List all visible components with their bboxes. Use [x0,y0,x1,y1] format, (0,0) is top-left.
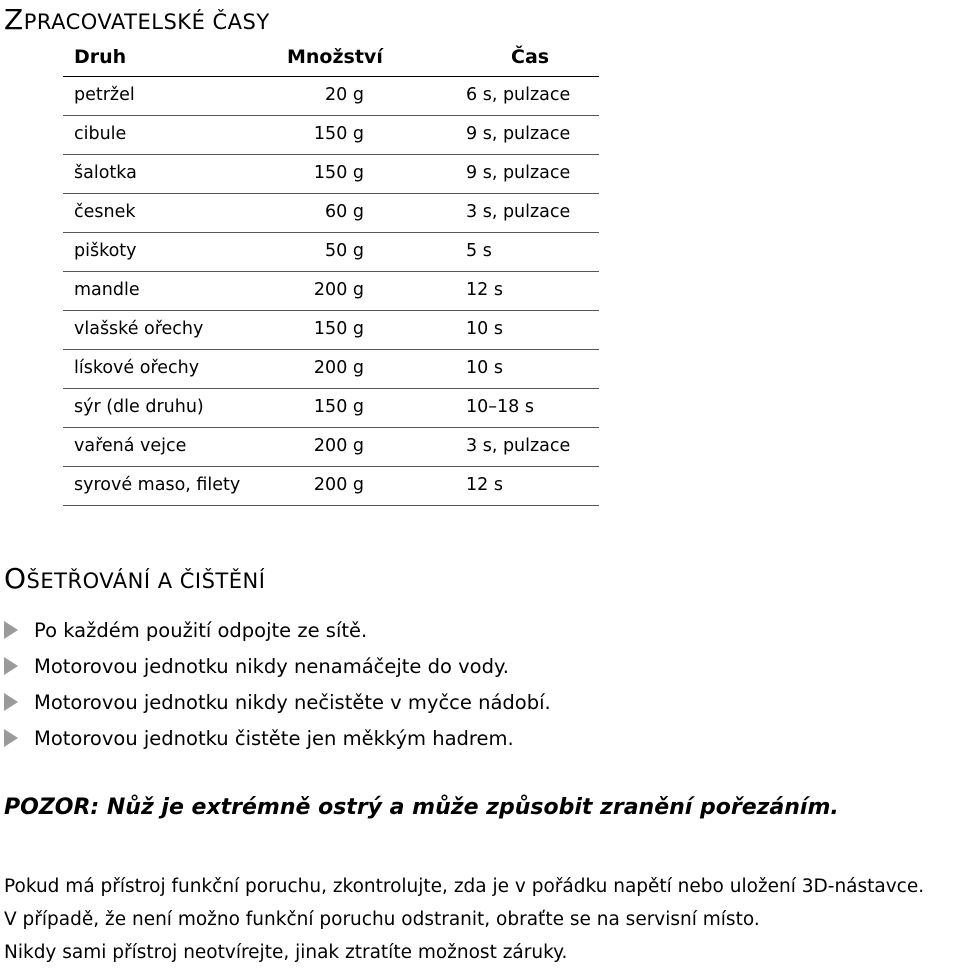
table-header [63,40,599,77]
cell-druh: mandle [74,280,140,300]
cell-mnozstvi: 150 g [313,397,364,417]
care-instructions-list [4,612,551,756]
cell-druh: cibule [74,124,127,144]
warning-text: POZOR: Nůž je extrémně ostrý a může způsobit zranění pořezáním. [4,795,839,820]
troubleshooting-paragraph [4,870,924,969]
cell-druh: lískové ořechy [74,358,200,378]
list-item-text: Motorovou jednotku nikdy nečistěte v myčce nádobí. [34,690,551,714]
table-row [63,467,599,506]
processing-times-heading: ZPRACOVATELSKÉ ČASY [4,3,270,36]
cell-mnozstvi: 20 g [325,85,364,105]
cell-druh: vařená vejce [74,436,187,456]
list-item-text: Po každém použití odpojte ze sítě. [34,618,368,642]
cell-cas: 12 s [466,280,503,300]
cell-mnozstvi: 60 g [325,202,364,222]
table-row [63,428,599,467]
cell-druh: sýr (dle druhu) [74,397,204,417]
paragraph-line: Pokud má přístroj funkční poruchu, zkontrolujte, zda je v pořádku napětí nebo uložení 3D-nástavce. [4,876,925,897]
cell-cas: 9 s, pulzace [466,124,571,144]
cell-druh: syrové maso, filety [74,475,241,495]
cell-mnozstvi: 150 g [313,163,364,183]
table-row [63,155,599,194]
table-row [63,233,599,272]
cell-mnozstvi: 150 g [313,124,364,144]
list-item [4,684,551,720]
list-item [4,648,551,684]
cell-cas: 3 s, pulzace [466,202,571,222]
cell-cas: 12 s [466,475,503,495]
triangle-right-icon [4,621,18,639]
table-row [63,389,599,428]
triangle-right-icon [4,693,18,711]
processing-times-table [63,40,599,506]
table-row [63,116,599,155]
care-cleaning-heading: OŠETŘOVÁNÍ A ČIŠTĚNÍ [4,562,266,595]
cell-cas: 10 s [466,358,503,378]
cell-cas: 10 s [466,319,503,339]
table-row [63,311,599,350]
cell-mnozstvi: 150 g [313,319,364,339]
column-header-cas: Čas [511,46,550,68]
column-header-mnozstvi: Množství [287,46,383,68]
cell-druh: česnek [74,202,136,222]
cell-cas: 10–18 s [466,397,534,417]
list-item-text: Motorovou jednotku nikdy nenamáčejte do vody. [34,654,509,678]
paragraph-line: Nikdy sami přístroj neotvírejte, jinak ztratíte možnost záruky. [4,942,568,963]
cell-druh: šalotka [74,163,137,183]
table-row [63,350,599,389]
cell-mnozstvi: 200 g [313,280,364,300]
table-row [63,272,599,311]
cell-druh: petržel [74,85,135,105]
cell-druh: piškoty [74,241,137,261]
table-row [63,77,599,116]
cell-mnozstvi: 200 g [313,475,364,495]
cell-mnozstvi: 200 g [313,358,364,378]
cell-cas: 5 s [466,241,492,261]
cell-cas: 3 s, pulzace [466,436,571,456]
cell-cas: 9 s, pulzace [466,163,571,183]
triangle-right-icon [4,657,18,675]
list-item [4,612,551,648]
list-item-text: Motorovou jednotku čistěte jen měkkým hadrem. [34,726,514,750]
cell-mnozstvi: 50 g [325,241,364,261]
cell-druh: vlašské ořechy [74,319,204,339]
triangle-right-icon [4,729,18,747]
cell-mnozstvi: 200 g [313,436,364,456]
column-header-druh: Druh [74,46,127,68]
table-row [63,194,599,233]
paragraph-line: V případě, že není možno funkční poruchu odstranit, obraťte se na servisní místo. [4,909,760,930]
cell-cas: 6 s, pulzace [466,85,571,105]
list-item [4,720,551,756]
